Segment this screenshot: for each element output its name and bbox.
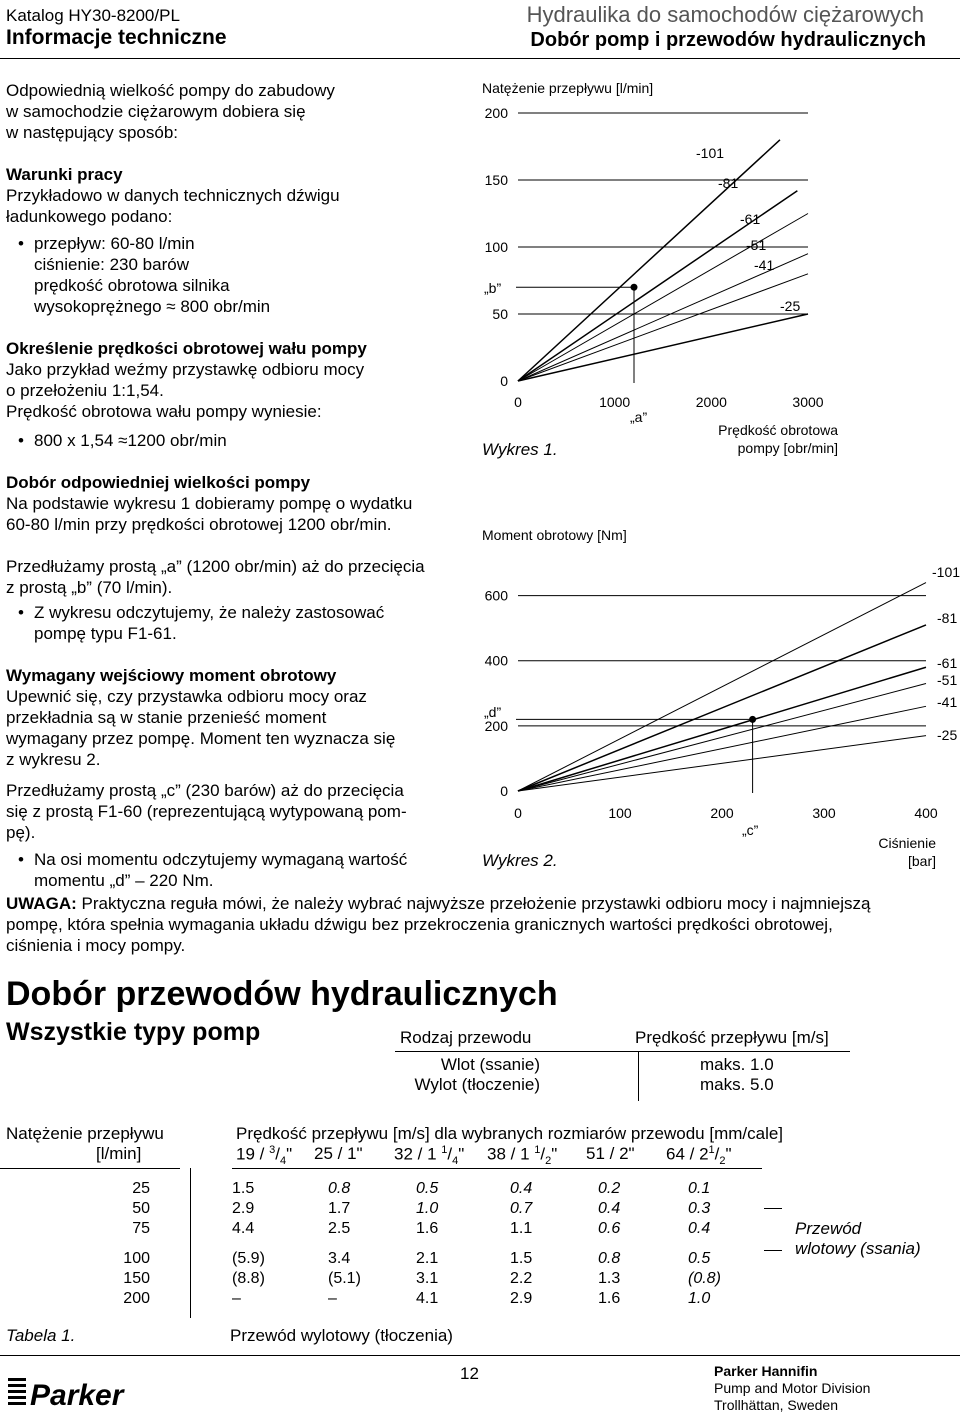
left-column (6, 80, 466, 891)
series-line (518, 736, 926, 791)
velocity-cell: 2.9 (232, 1200, 255, 1217)
wym-line: Upewnić się, czy przystawka odbioru mocy oraz (6, 687, 367, 706)
y-tick-label: 0 (500, 373, 508, 389)
velocity-cell: 1.1 (510, 1220, 533, 1237)
catalog-number: Katalog HY30-8200/PL (6, 6, 180, 25)
velocity-cell: (5.1) (328, 1270, 361, 1287)
header-rule (0, 58, 960, 59)
section-title: Informacje techniczne (6, 26, 227, 49)
page-number: 12 (460, 1364, 479, 1383)
velocity-cell: 4.4 (232, 1220, 255, 1237)
uwaga-line: Praktyczna reguła mówi, że należy wybrać najwyższe przełożenie przystawki odbioru mocy i najmniejszą (76, 894, 871, 913)
series-line (518, 140, 780, 381)
flow-value: 25 (132, 1180, 150, 1197)
x-tick-label: 2000 (695, 394, 727, 410)
y-tick-label: 600 (484, 587, 508, 604)
y-tick-label: 50 (492, 306, 508, 322)
x-tick-label: 1000 (599, 394, 631, 410)
velocity-cell: 0.3 (688, 1200, 711, 1217)
uwaga-label: UWAGA: (6, 894, 77, 913)
velocity-cell: 1.5 (232, 1180, 255, 1197)
x-axis-label: Ciśnienie (878, 835, 936, 851)
x-tick-label: 0 (514, 805, 522, 821)
velocity-cell: 0.1 (688, 1180, 711, 1197)
x-tick-label: 400 (914, 805, 938, 821)
wym-line: przekładnia są w stanie przenieść moment (6, 708, 327, 727)
inlet-label: Przewód (795, 1219, 862, 1238)
velocity-limits-table (395, 1028, 850, 1103)
table-rule (395, 1051, 850, 1052)
hose-type: Wlot (ssanie) (440, 1055, 540, 1074)
okr-line: Jako przykład weźmy przystawkę odbioru mocy (6, 360, 365, 379)
y-axis-label: Natężenie przepływu [l/min] (482, 80, 654, 96)
size-header: 38 / 1 $^1/_2$" (487, 1144, 558, 1168)
velocity-cell: 0.8 (328, 1180, 351, 1197)
marker-label: „d” (484, 704, 502, 720)
series-line (518, 667, 926, 791)
company-city: Trollhättan, Sweden (714, 1397, 838, 1413)
table-rule (0, 1168, 180, 1169)
velocity-cell: 0.7 (510, 1200, 533, 1217)
warunki-line: Przykładowo w danych technicznych dźwigu (6, 186, 340, 205)
velocity-cell: 2.1 (416, 1250, 439, 1267)
series-line (518, 625, 926, 791)
flow-header: Natężenie przepływu (6, 1124, 164, 1143)
dob-line: Na podstawie wykresu 1 dobieramy pompę o wydatku (6, 494, 413, 513)
velocity-cell: 0.4 (510, 1180, 533, 1197)
series-label: -41 (937, 694, 958, 710)
outlet-label: Przewód wylotowy (tłoczenia) (230, 1326, 453, 1345)
chart-torque-vs-pressure (470, 515, 960, 875)
series-label: -61 (740, 211, 761, 227)
col-header: Prędkość przepływu [m/s] (635, 1028, 829, 1047)
header-subtitle: Dobór pomp i przewodów hydraulicznych (530, 29, 926, 51)
uwaga-line: ciśnienia i mocy pompy. (6, 936, 186, 955)
y-tick-label: 200 (484, 105, 508, 121)
hose-velocity: maks. 5.0 (700, 1075, 774, 1094)
velocity-cell: 2.2 (510, 1270, 533, 1287)
velocity-cell: 0.5 (416, 1180, 439, 1197)
velocity-cell: 2.5 (328, 1220, 351, 1237)
header-title: Hydraulika do samochodów ciężarowych (526, 2, 924, 27)
x-axis-label: Prędkość obrotowa (718, 422, 838, 438)
wym-title: Wymagany wejściowy moment obrotowy (6, 666, 337, 685)
size-header: $19 / ^3/_4$" (236, 1144, 293, 1168)
velocity-cell: 3.1 (416, 1270, 439, 1287)
series-label: -25 (937, 727, 958, 743)
warunki-bullet: • przepływ: 60-80 l/min ciśnienie: 230 barów prędkość obrotowa silnika wysokoprężnego ≈ 800 obr/min (18, 234, 271, 316)
flow-value: 200 (123, 1290, 150, 1307)
przed2-line: pę). (6, 823, 36, 842)
y-tick-label: 100 (484, 239, 508, 255)
series-label: -25 (780, 298, 801, 314)
velocity-cell: 4.1 (416, 1290, 439, 1307)
wym-line: z wykresu 2. (6, 750, 101, 769)
velocity-cell: 2.9 (510, 1290, 533, 1307)
velocity-cell: 1.0 (688, 1290, 711, 1307)
series-label: -101 (696, 145, 725, 161)
series-label: -51 (746, 237, 767, 253)
przed2-line: się z prostą F1-60 (reprezentującą wytypowaną pom- (6, 802, 407, 821)
series-label: -41 (754, 257, 775, 273)
hoses-subtitle: Wszystkie typy pomp (6, 1018, 261, 1046)
uwaga-line: pompę, która spełnia wymagania układu dźwigu bez przekroczenia granicznych wartości prędkości obrotowej, (6, 915, 833, 934)
size-header: $64 / 2^1/_2$" (666, 1144, 732, 1168)
uwaga-note (6, 893, 956, 956)
velocity-cell: – (328, 1290, 337, 1307)
x-tick-label: 0 (514, 394, 522, 410)
intro-line: w samochodzie ciężarowym dobiera się (6, 102, 306, 121)
series-label: -51 (937, 672, 958, 688)
table-divider (190, 1168, 191, 1318)
x-axis-label: pompy [obr/min] (737, 440, 838, 456)
speed-header: Prędkość przepływu [m/s] dla wybranych rozmiarów przewodu [mm/cale] (236, 1124, 784, 1143)
chart-caption: Wykres 1. (482, 440, 558, 459)
chart-flow-vs-speed (470, 70, 960, 470)
y-tick-label: 0 (500, 783, 508, 799)
series-label: -81 (718, 175, 739, 191)
size-header: 32 / 1 $^1/_4$" (394, 1144, 465, 1168)
bullet-line: Z wykresu odczytujemy, że należy zastosować (34, 603, 385, 622)
y-tick-label: 400 (484, 652, 508, 669)
col-header: Rodzaj przewodu (400, 1028, 532, 1047)
bullet-line: wysokoprężnego ≈ 800 obr/min (34, 297, 271, 316)
x-tick-label: 3000 (792, 394, 824, 410)
bullet-line: pompę typu F1-61. (34, 624, 177, 643)
velocity-cell: 1.7 (328, 1200, 351, 1217)
size-header: 25 / 1" (314, 1144, 363, 1163)
velocity-cell: (5.9) (232, 1250, 265, 1267)
bullet-line: Na osi momentu odczytujemy wymaganą wartość (34, 850, 408, 869)
velocity-cell: 0.6 (598, 1220, 621, 1237)
okr-bullet: • 800 x 1,54 ≈1200 obr/min (18, 431, 227, 450)
velocity-cell: (0.8) (688, 1270, 721, 1287)
velocity-cell: 1.3 (598, 1270, 621, 1287)
bullet-line: momentu „d” – 220 Nm. (34, 871, 214, 890)
marker-label: „a” (630, 409, 648, 425)
chart-caption: Wykres 2. (482, 851, 558, 870)
bracket-line (764, 1208, 782, 1209)
series-line (518, 314, 808, 381)
hose-velocity: maks. 1.0 (700, 1055, 774, 1074)
footer-rule (0, 1355, 960, 1356)
bracket-line (764, 1250, 782, 1251)
velocity-cell: 0.2 (598, 1180, 621, 1197)
size-header: 51 / 2" (586, 1144, 635, 1163)
bullet-line: przepływ: 60-80 l/min (34, 234, 195, 253)
velocity-cell: 1.0 (416, 1200, 439, 1217)
y-axis-label: Moment obrotowy [Nm] (482, 527, 627, 543)
velocity-cell: 0.4 (598, 1200, 621, 1217)
series-line (518, 583, 926, 791)
bullet-line: prędkość obrotowa silnika (34, 276, 230, 295)
przed1-line: Przedłużamy prostą „a” (1200 obr/min) aż do przecięcia (6, 557, 425, 576)
dob-line: 60-80 l/min przy prędkości obrotowej 1200 obr/min. (6, 515, 392, 534)
inlet-label: wlotowy (ssania) (795, 1239, 921, 1258)
table-caption: Tabela 1. (6, 1326, 76, 1345)
warunki-title: Warunki pracy (6, 165, 123, 184)
przed1-bullet: • Z wykresu odczytujemy, że należy zastosować pompę typu F1-61. (18, 603, 385, 643)
series-line (518, 684, 926, 791)
warunki-line: ładunkowego podano: (6, 207, 173, 226)
hose-sizing-table (0, 1120, 960, 1380)
bullet-line: 800 x 1,54 ≈1200 obr/min (34, 431, 227, 450)
y-tick-label: 200 (484, 717, 508, 734)
velocity-cell: 0.4 (688, 1220, 711, 1237)
velocity-cell: (8.8) (232, 1270, 265, 1287)
flow-value: 75 (132, 1220, 150, 1237)
okr-line: Prędkość obrotowa wału pompy wyniesie: (6, 402, 322, 421)
flow-value: 150 (123, 1270, 150, 1287)
flow-value: 50 (132, 1200, 150, 1217)
przed2-line: Przedłużamy prostą „c” (230 barów) aż do przecięcia (6, 781, 404, 800)
hoses-title: Dobór przewodów hydraulicznych (6, 975, 558, 1013)
intro-line: Odpowiednią wielkość pompy do zabudowy (6, 81, 335, 100)
x-tick-label: 300 (812, 805, 836, 821)
flow-unit: [l/min] (96, 1144, 142, 1163)
velocity-cell: 1.6 (598, 1290, 621, 1307)
okr-line: o przełożeniu 1:1,54. (6, 381, 164, 400)
wym-line: wymagany przez pompę. Moment ten wyznacza się (6, 729, 396, 748)
bullet-line: ciśnienie: 230 barów (34, 255, 189, 274)
x-tick-label: 200 (710, 805, 734, 821)
velocity-cell: 0.5 (688, 1250, 711, 1267)
y-tick-label: 150 (484, 172, 508, 188)
x-tick-label: 100 (608, 805, 632, 821)
table-divider (638, 1051, 639, 1101)
intro-line: w następujący sposób: (6, 123, 178, 142)
przed1-line: z prostą „b” (70 l/min). (6, 578, 173, 597)
przed2-bullet: • Na osi momentu odczytujemy wymaganą wartość momentu „d” – 220 Nm. (18, 850, 408, 890)
hose-type: Wylot (tłoczenie) (414, 1075, 540, 1094)
table-rule (232, 1168, 762, 1169)
velocity-cell: 3.4 (328, 1250, 351, 1267)
division-name: Pump and Motor Division (714, 1380, 871, 1396)
marker-label: „c” (742, 822, 759, 838)
company-name: Parker Hannifin (714, 1363, 818, 1379)
marker-label: „b” (484, 280, 502, 296)
dob-title: Dobór odpowiedniej wielkości pompy (6, 473, 311, 492)
parker-logo (6, 1370, 126, 1412)
flow-value: 100 (123, 1250, 150, 1267)
series-label: -81 (937, 610, 958, 626)
logo-text: Parker (30, 1379, 124, 1412)
velocity-cell: 1.5 (510, 1250, 533, 1267)
series-label: -101 (932, 564, 960, 580)
velocity-cell: 1.6 (416, 1220, 439, 1237)
okr-title: Określenie prędkości obrotowej wału pompy (6, 339, 367, 358)
parker-logo-icon (6, 1370, 126, 1412)
velocity-cell: – (232, 1290, 241, 1307)
series-line (518, 274, 808, 381)
series-label: -61 (937, 655, 958, 671)
velocity-cell: 0.8 (598, 1250, 621, 1267)
x-axis-label: [bar] (907, 853, 936, 869)
